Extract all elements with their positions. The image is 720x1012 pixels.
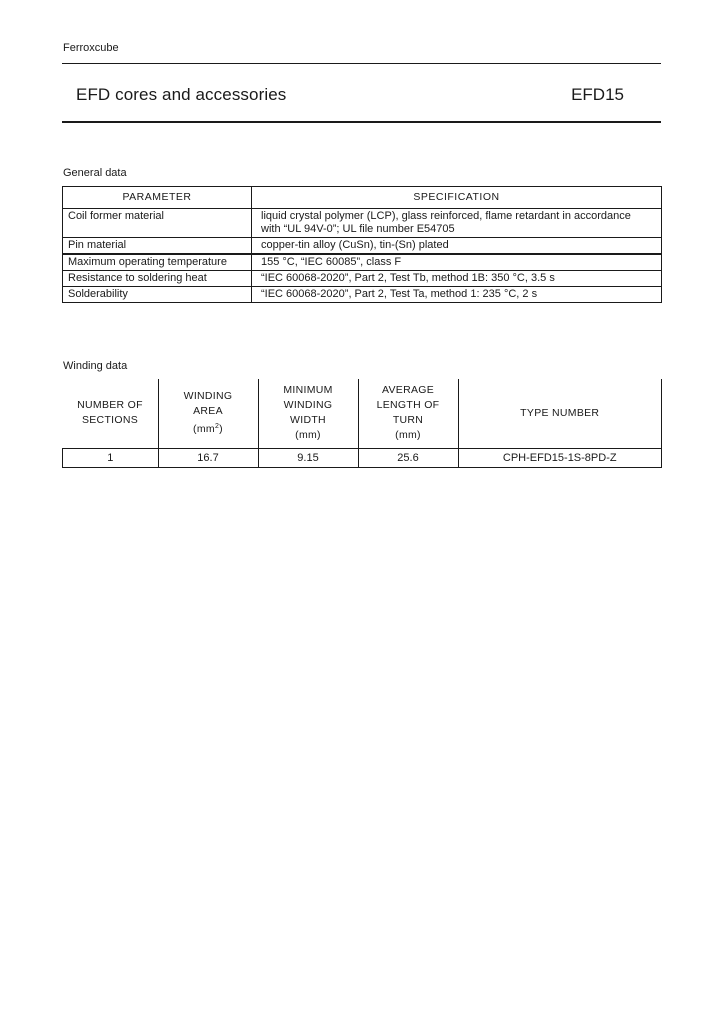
column-header-specification: SPECIFICATION xyxy=(252,187,662,209)
column-header-area xyxy=(158,379,258,449)
header-line: AREA xyxy=(193,405,223,417)
table-row xyxy=(63,254,662,271)
table-row xyxy=(63,449,662,468)
header-line: WIDTH xyxy=(290,414,326,426)
length-cell: 25.6 xyxy=(358,449,458,468)
param-cell: Solderability xyxy=(63,287,252,303)
type-number-cell: CPH-EFD15-1S-8PD-Z xyxy=(458,449,662,468)
header-line: SECTIONS xyxy=(81,414,139,426)
header-line: WINDING xyxy=(283,399,333,411)
spec-cell: 155 °C, “IEC 60085”, class F xyxy=(252,254,662,271)
header-line: TURN xyxy=(392,414,424,426)
header-line: AVERAGE xyxy=(381,384,435,396)
column-header-length xyxy=(358,379,458,449)
param-cell: Coil former material xyxy=(63,209,252,238)
spec-cell: “IEC 60068-2020”, Part 2, Test Ta, method 1: 235 °C, 2 s xyxy=(252,287,662,303)
header-line: LENGTH OF xyxy=(376,399,440,411)
table-row xyxy=(63,209,662,238)
spec-line: liquid crystal polymer (LCP), glass reinforced, flame retardant in accordance xyxy=(261,210,631,222)
table-row xyxy=(63,271,662,287)
column-header-width xyxy=(258,379,358,449)
spec-cell: copper-tin alloy (CuSn), tin-(Sn) plated xyxy=(252,238,662,255)
column-header-parameter: PARAMETER xyxy=(63,187,252,209)
general-table-header xyxy=(63,187,662,209)
table-row xyxy=(63,238,662,255)
area-cell: 16.7 xyxy=(158,449,258,468)
spec-line: with “UL 94V-0”; UL file number E54705 xyxy=(261,223,455,235)
winding-data-label: Winding data xyxy=(63,360,128,372)
param-cell: Pin material xyxy=(63,238,252,255)
width-cell: 9.15 xyxy=(258,449,358,468)
column-header-type-number: TYPE NUMBER xyxy=(458,379,662,449)
header-line: (mm) xyxy=(395,429,421,441)
param-cell: Maximum operating temperature xyxy=(63,254,252,271)
header-top-rule xyxy=(62,63,661,64)
table-row xyxy=(63,287,662,303)
general-data-label: General data xyxy=(63,167,127,179)
sections-cell: 1 xyxy=(63,449,159,468)
param-cell: Resistance to soldering heat xyxy=(63,271,252,287)
header-line: (mm) xyxy=(295,429,321,441)
header-line: WINDING xyxy=(183,390,233,402)
header-line: $(mm^2)$ xyxy=(193,423,223,435)
header-line: MINIMUM xyxy=(283,384,333,396)
general-data-table xyxy=(62,186,662,303)
spec-cell xyxy=(252,209,662,238)
header-line: NUMBER OF xyxy=(77,399,143,411)
header-bottom-rule xyxy=(62,121,661,123)
winding-data-table xyxy=(62,379,662,468)
winding-table-header xyxy=(63,379,662,449)
column-header-sections xyxy=(63,379,159,449)
part-number: EFD15 xyxy=(571,85,624,104)
brand-name: Ferroxcube xyxy=(63,42,119,54)
spec-cell: “IEC 60068-2020”, Part 2, Test Tb, method 1B: 350 °C, 3.5 s xyxy=(252,271,662,287)
page-title: EFD cores and accessories xyxy=(76,85,287,104)
